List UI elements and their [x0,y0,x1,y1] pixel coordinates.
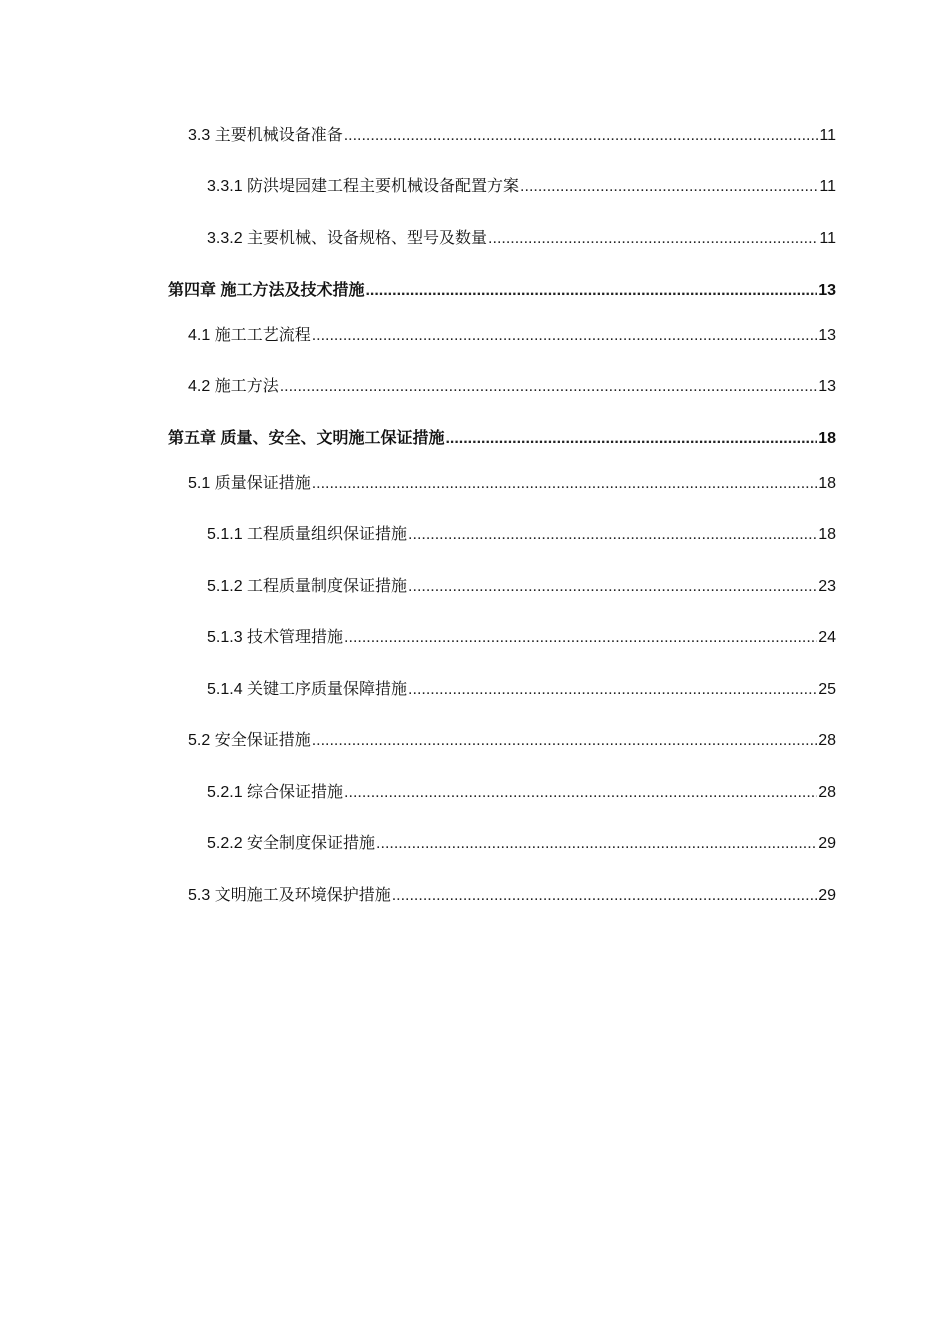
toc-dot-leader [408,525,817,545]
toc-entry[interactable] [188,882,836,906]
toc-entry-title: 5.1.3 技术管理措施 [207,629,344,646]
toc-dot-leader [488,229,818,249]
toc-dot-leader [344,783,817,803]
toc-entry[interactable] [207,521,836,545]
toc-entry[interactable] [207,225,836,249]
toc-entry[interactable] [207,830,836,854]
toc-entry-title: 第五章 质量、安全、文明施工保证措施 [168,430,445,447]
toc-entry-title: 5.1 质量保证措施 [188,475,311,492]
toc-entry-title: 5.1.2 工程质量制度保证措施 [207,578,408,595]
toc-dot-leader [408,577,817,597]
toc-entry-title: 4.1 施工工艺流程 [188,327,311,344]
toc-entry-page: 18 [818,475,836,492]
toc-entry-page: 28 [818,784,836,801]
toc-chapter-entry[interactable] [168,425,836,449]
toc-entry-title: 4.2 施工方法 [188,378,279,395]
toc-entry-page: 18 [818,526,836,543]
toc-entry-page: 28 [818,732,836,749]
toc-entry-title: 5.2 安全保证措施 [188,732,311,749]
toc-entry-page: 13 [818,327,836,344]
toc-entry[interactable] [207,173,836,197]
toc-entry-page: 18 [818,430,836,447]
toc-entry[interactable] [207,624,836,648]
toc-entry-page: 29 [818,835,836,852]
toc-entry-page: 25 [818,681,836,698]
toc-entry-page: 29 [818,887,836,904]
toc-entry-title: 5.2.2 安全制度保证措施 [207,835,376,852]
toc-dot-leader [392,886,818,906]
toc-entry-title: 5.1.1 工程质量组织保证措施 [207,526,408,543]
toc-dot-leader [280,377,818,397]
toc-entry-page: 11 [819,127,836,144]
toc-entry[interactable] [188,470,836,494]
toc-dot-leader [312,474,818,494]
toc-entry-title: 第四章 施工方法及技术措施 [168,282,365,299]
toc-entry[interactable] [207,573,836,597]
toc-entry-page: 23 [818,578,836,595]
toc-dot-leader [312,731,818,751]
toc-entry[interactable] [188,322,836,346]
toc-chapter-entry[interactable] [168,277,836,301]
toc-entry-page: 11 [819,230,836,247]
toc-entry-title: 3.3.2 主要机械、设备规格、型号及数量 [207,230,488,247]
toc-entry-page: 13 [818,282,836,299]
toc-entry[interactable] [188,727,836,751]
toc-dot-leader [376,834,817,854]
toc-dot-leader [365,281,817,301]
toc-entry[interactable] [188,122,836,146]
toc-entry[interactable] [207,676,836,700]
toc-entry-page: 11 [819,178,836,195]
toc-dot-leader [520,177,818,197]
toc-entry-title: 5.3 文明施工及环境保护措施 [188,887,391,904]
toc-entry-title: 3.3 主要机械设备准备 [188,127,343,144]
toc-dot-leader [344,628,817,648]
toc-entry-title: 3.3.1 防洪堤园建工程主要机械设备配置方案 [207,178,520,195]
toc-entry[interactable] [207,779,836,803]
toc-entry-title: 5.1.4 关键工序质量保障措施 [207,681,408,698]
toc-dot-leader [344,126,819,146]
toc-entry-title: 5.2.1 综合保证措施 [207,784,344,801]
toc-entry-page: 24 [818,629,836,646]
toc-dot-leader [312,326,818,346]
toc-entry[interactable] [188,373,836,397]
toc-dot-leader [408,680,817,700]
toc-entry-page: 13 [818,378,836,395]
toc-dot-leader [445,429,817,449]
